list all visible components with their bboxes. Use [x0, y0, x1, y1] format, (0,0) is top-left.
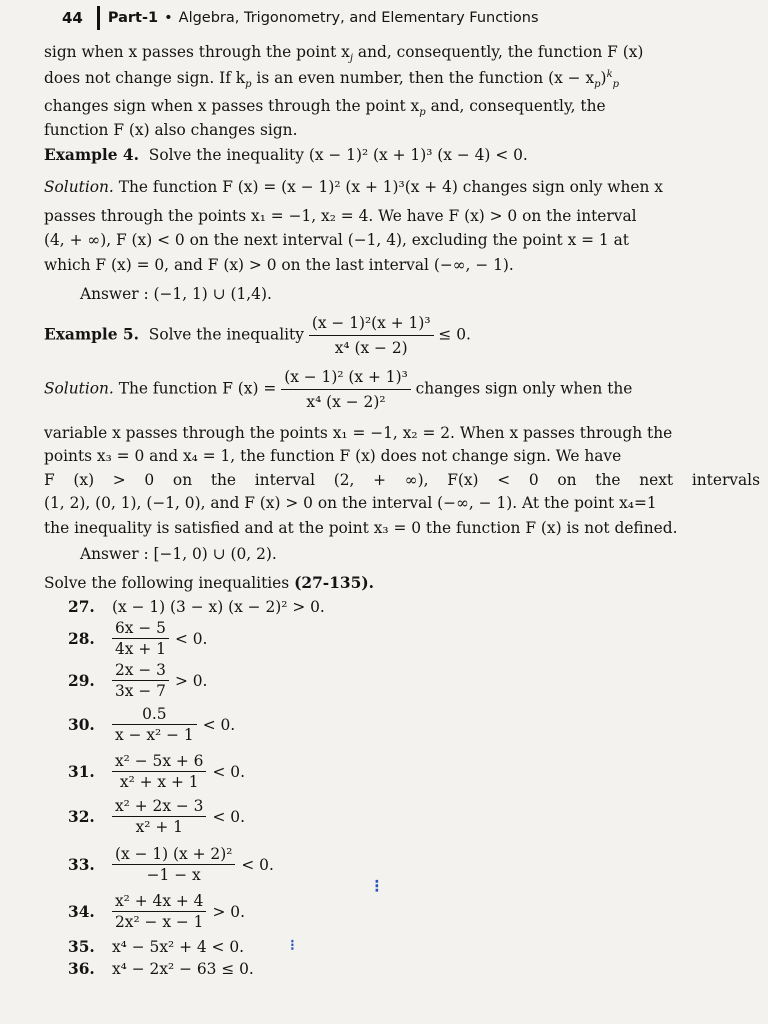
solution-5-label: Solution.	[44, 379, 114, 398]
example-5: Example 5. Solve the inequality $\frac{\text{(x − 1)²(x + 1)³}}{\text{x⁴ (x − 2)}}$ ≤ 0.	[44, 314, 471, 357]
solution-4-line-1: Solution. The function F (x) = (x − 1)² (x + 1)³(x + 4) changes sign only when x	[44, 178, 663, 196]
example-5-fraction: $\frac{\text{(x − 1)²(x + 1)³}}{\text{x⁴ (x − 2)}}$	[309, 312, 434, 359]
page-number: 44	[62, 9, 83, 27]
solution-4-line-3: (4, + ∞), F (x) < 0 on the next interval (−1, 4), excluding the point x = 1 at	[44, 231, 629, 249]
problem-29: 29. $\frac{2x - 3}{3x - 7}$ > 0.	[68, 661, 208, 700]
bullet: •	[164, 10, 173, 26]
pen-mark: ⁝	[290, 936, 295, 954]
page-header	[62, 2, 539, 34]
para-line-3: changes sign when x passes through the point $x_p$ and, consequently, the	[44, 97, 606, 119]
problem-35: 35. x⁴ − 5x² + 4 < 0.	[68, 938, 245, 956]
example-5-statement: Solve the inequality	[148, 325, 304, 344]
header-divider	[97, 6, 100, 30]
para-line-1: sign when x passes through the point $x_j$ and, consequently, the function F (x)	[44, 43, 644, 65]
example-4-label: Example 4.	[44, 146, 139, 164]
problem-31: 31. $\frac{\text{x² − 5x + 6}}{\text{x² + x + 1}}$ < 0.	[68, 752, 245, 791]
solution-5-line-3: points x₃ = 0 and x₄ = 1, the function F (x) does not change sign. We have	[44, 447, 622, 465]
part-label: Part-1	[107, 10, 159, 26]
problem-28: 28. $\frac{6x - 5}{4x + 1}$ < 0.	[68, 619, 208, 658]
solution-5-fraction: $\frac{\text{(x − 1)² (x + 1)³}}{\text{x⁴ (x − 2)²}}$	[281, 366, 411, 413]
exercise-intro: Solve the following inequalities (27-135).	[44, 574, 374, 592]
solution-5-line-2: variable x passes through the points x₁ = −1, x₂ = 2. When x passes through the	[44, 424, 673, 442]
solution-5-line-5: (1, 2), (0, 1), (−1, 0), and F (x) > 0 on the interval (−∞, − 1). At the point x₄=1	[44, 494, 657, 512]
problem-27: 27. (x − 1) (3 − x) (x − 2)² > 0.	[68, 598, 325, 616]
problem-33: 33. $\frac{\text{(x − 1) (x + 2)²}}{-1 - x}$ < 0.	[68, 845, 274, 884]
book-title: Algebra, Trigonometry, and Elementary Functions	[178, 10, 539, 26]
example-4-statement: Solve the inequality (x − 1)² (x + 1)³ (x − 4) < 0.	[148, 146, 528, 164]
solution-5-line-6: the inequality is satisfied and at the point x₃ = 0 the function F (x) is not defined.	[44, 519, 678, 537]
example-4	[44, 145, 760, 165]
answer-5: Answer : [−1, 0) ∪ (0, 2).	[80, 545, 277, 563]
problem-34: 34. $\frac{\text{x² + 4x + 4}}{\text{2x² − x − 1}}$ > 0.	[68, 892, 245, 931]
para-line-2: does not change sign. If $k_p$ is an even number, then the function $(x - x_p)^k_p$	[44, 69, 620, 91]
problem-32: 32. $\frac{\text{x² + 2x − 3}}{\text{x² + 1}}$ < 0.	[68, 797, 245, 836]
pen-mark: ⁝	[374, 876, 380, 897]
example-5-label: Example 5.	[44, 325, 139, 344]
problem-36: 36. x⁴ − 2x² − 63 ≤ 0.	[68, 960, 254, 978]
para-line-4: function F (x) also changes sign.	[44, 121, 298, 139]
solution-4-line-4: which F (x) = 0, and F (x) > 0 on the last interval (−∞, − 1).	[44, 256, 514, 274]
solution-5-line-4: F (x) > 0 on the interval (2, + ∞), F(x) < 0 on the next intervals	[44, 471, 760, 489]
problem-30: 30. $\frac{0.5}{\text{x − x² − 1}}$ < 0.	[68, 705, 236, 744]
solution-4-label: Solution.	[44, 178, 114, 196]
solution-5-line-1: Solution. The function F (x) = $\frac{\text{(x − 1)² (x + 1)³}}{\text{x⁴ (x − 2)²}}$ changes sign only when the	[44, 368, 633, 411]
solution-4-line-2: passes through the points x₁ = −1, x₂ = 4. We have F (x) > 0 on the interval	[44, 207, 637, 225]
answer-4: Answer : (−1, 1) ∪ (1,4).	[80, 285, 272, 303]
